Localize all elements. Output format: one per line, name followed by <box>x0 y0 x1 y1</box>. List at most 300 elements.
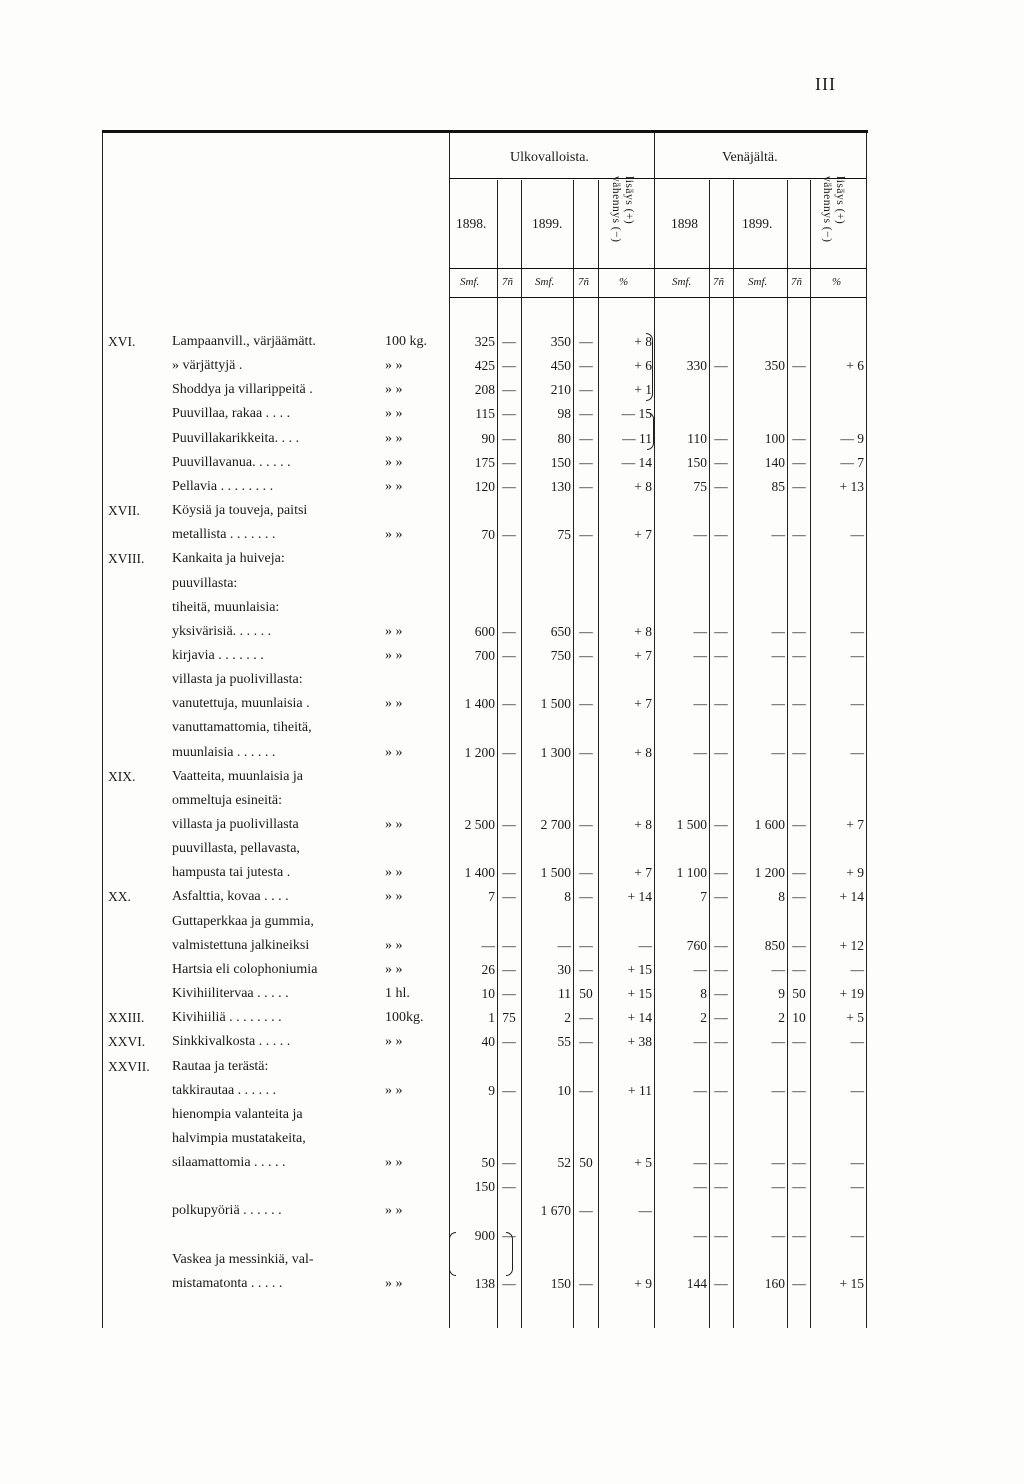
russia-1899-mk: 8 <box>778 889 785 905</box>
foreign-1899-pen: 50 <box>579 986 593 1002</box>
foreign-1899-pen: — <box>579 889 593 905</box>
russia-1899-pen: — <box>792 1155 806 1171</box>
foreign-change-pct: + 5 <box>634 1155 652 1171</box>
foreign-1899-pen: — <box>579 647 593 663</box>
russia-change-pct: + 5 <box>846 1010 864 1026</box>
foreign-change-pct: + 6 <box>634 358 652 374</box>
russia-1899-pen: — <box>792 696 806 712</box>
russia-1898-mk: 75 <box>693 478 707 494</box>
col-rule <box>654 133 655 1328</box>
russia-change-pct: — <box>850 961 864 977</box>
foreign-1899-mk: 75 <box>557 527 571 543</box>
russia-1899-pen: — <box>792 744 806 760</box>
foreign-1898-pen: — <box>502 1275 516 1291</box>
foreign-change-pct: + 11 <box>628 1082 652 1098</box>
foreign-1898-mk: 1 200 <box>464 744 495 760</box>
item-label: kirjavia . . . . . . . <box>172 647 264 663</box>
russia-1899-mk: 1 200 <box>754 865 785 881</box>
russia-1898-pen: — <box>714 527 728 543</box>
foreign-1898-pen: — <box>502 744 516 760</box>
year-1899-russia: 1899. <box>742 216 773 231</box>
foreign-change-pct: + 15 <box>627 986 652 1002</box>
foreign-1898-mk: 1 400 <box>464 696 495 712</box>
foreign-1898-mk: 120 <box>474 478 495 494</box>
foreign-1899-pen: — <box>579 1082 593 1098</box>
item-label: Shoddya ja villarippeitä . <box>172 382 313 398</box>
russia-1899-mk: 350 <box>764 358 785 374</box>
russia-change-pct: + 15 <box>839 1275 864 1291</box>
foreign-change-pct: + 14 <box>627 1010 652 1026</box>
russia-change-pct: — <box>850 647 864 663</box>
foreign-change-pct: + 8 <box>634 334 652 349</box>
section-number: XVIII. <box>108 551 145 567</box>
foreign-1898-pen: — <box>502 478 516 494</box>
foreign-1899-pen: — <box>579 937 593 953</box>
foreign-1899-pen: — <box>579 382 593 398</box>
item-label: Asfalttia, kovaa . . . . <box>172 889 289 905</box>
item-unit: » » <box>385 937 403 953</box>
item-unit: » » <box>385 1275 403 1291</box>
item-label: metallista . . . . . . . <box>172 527 276 543</box>
group-russia-header: Venäjältä. <box>722 150 778 165</box>
russia-1899-mk: — <box>771 744 785 760</box>
foreign-1898-pen: — <box>502 382 516 398</box>
header-rule <box>449 178 867 179</box>
foreign-1898-mk: 175 <box>474 454 495 470</box>
col-rule <box>521 180 522 1328</box>
russia-change-pct: — <box>850 1227 864 1243</box>
col-rule <box>573 180 574 1328</box>
item-label: Guttaperkkaa ja gummia, <box>172 913 314 929</box>
top-rule <box>102 130 868 133</box>
item-unit: » » <box>385 1155 403 1171</box>
item-label: hampusta tai jutesta . <box>172 865 291 881</box>
russia-change-pct: + 13 <box>839 478 864 494</box>
russia-1899-mk: 9 <box>778 986 785 1002</box>
item-label: Rautaa ja terästä: <box>172 1058 269 1074</box>
foreign-1898-mk: 115 <box>475 406 495 422</box>
item-unit: » » <box>385 382 403 398</box>
item-label: Puuvillaa, rakaa . . . . <box>172 406 291 422</box>
russia-1899-mk: — <box>771 1082 785 1098</box>
russia-1898-pen: — <box>714 865 728 881</box>
item-unit: » » <box>385 1203 403 1219</box>
russia-1899-mk: 100 <box>764 430 785 446</box>
foreign-change-pct: + 15 <box>627 961 652 977</box>
foreign-1898-pen: 75 <box>502 1010 516 1026</box>
section-number: XVII. <box>108 503 140 519</box>
foreign-1899-mk: 80 <box>557 430 571 446</box>
russia-1898-pen: — <box>714 817 728 832</box>
foreign-1898-mk: 900 <box>474 1227 495 1243</box>
russia-1899-pen: — <box>792 889 806 905</box>
foreign-change-pct: + 8 <box>634 478 652 494</box>
item-unit: » » <box>385 817 403 832</box>
foreign-1898-mk: 1 400 <box>464 865 495 881</box>
foreign-change-pct: + 8 <box>634 817 652 832</box>
foreign-1898-pen: — <box>502 1155 516 1171</box>
foreign-change-pct: + 7 <box>634 696 652 712</box>
russia-1898-mk: 150 <box>686 454 707 470</box>
col-rule <box>733 180 734 1328</box>
russia-change-pct: + 7 <box>846 817 864 832</box>
russia-change-pct: — <box>850 1034 864 1050</box>
item-label: Kankaita ja huiveja: <box>172 551 285 567</box>
foreign-1898-pen: — <box>502 1082 516 1098</box>
russia-1899-mk: — <box>771 1227 785 1243</box>
russia-1899-pen: — <box>792 623 806 639</box>
russia-change-pct: + 19 <box>839 986 864 1002</box>
item-unit: » » <box>385 406 403 422</box>
right-border <box>866 133 867 1328</box>
foreign-1899-mk: 2 <box>564 1010 571 1026</box>
russia-1899-pen: — <box>792 1034 806 1050</box>
year-1898-foreign: 1898. <box>456 216 487 231</box>
russia-1898-pen: — <box>714 937 728 953</box>
russia-1899-mk: — <box>771 623 785 639</box>
russia-change-pct: + 14 <box>839 889 864 905</box>
foreign-change-pct: + 9 <box>634 1275 652 1291</box>
item-label: vanutettuja, muunlaisia . <box>172 696 310 712</box>
item-label: villasta ja puolivillasta <box>172 817 299 832</box>
foreign-1899-mk: 1 300 <box>540 744 571 760</box>
russia-1898-pen: — <box>714 430 728 446</box>
russia-1898-pen: — <box>714 986 728 1002</box>
russia-1898-pen: — <box>714 358 728 374</box>
item-label: ommeltuja esineitä: <box>172 792 283 808</box>
russia-1899-pen: — <box>792 1179 806 1195</box>
russia-1899-mk: — <box>771 1179 785 1195</box>
russia-1899-pen: — <box>792 1082 806 1098</box>
unit-mk: Smf. <box>535 276 555 288</box>
foreign-1899-mk: 1 500 <box>540 865 571 881</box>
year-1899-foreign: 1899. <box>532 216 563 231</box>
russia-1898-pen: — <box>714 623 728 639</box>
russia-1898-mk: — <box>693 696 707 712</box>
russia-1898-mk: — <box>693 1155 707 1171</box>
foreign-1899-mk: 1 670 <box>540 1203 571 1219</box>
foreign-1898-mk: 2 500 <box>464 817 495 832</box>
foreign-1898-pen: — <box>502 696 516 712</box>
foreign-1899-pen: — <box>579 358 593 374</box>
foreign-1899-mk: 450 <box>550 358 571 374</box>
item-label: yksivärisiä. . . . . . <box>172 623 272 639</box>
russia-1898-mk: 2 <box>700 1010 707 1026</box>
item-unit: » » <box>385 647 403 663</box>
item-unit: » » <box>385 527 403 543</box>
foreign-1899-pen: — <box>579 334 593 349</box>
russia-1899-mk: — <box>771 647 785 663</box>
col-rule <box>810 180 811 1328</box>
russia-change-pct: — <box>850 1155 864 1171</box>
foreign-1898-pen: — <box>502 865 516 881</box>
foreign-1898-pen: — <box>502 334 516 349</box>
foreign-1898-pen: — <box>502 1179 516 1195</box>
item-label: Kivihiilitervaa . . . . . <box>172 986 289 1002</box>
russia-1898-mk: — <box>693 623 707 639</box>
russia-1899-pen: 50 <box>792 986 806 1002</box>
col-rule <box>787 180 788 1328</box>
foreign-1899-mk: 1 500 <box>540 696 571 712</box>
russia-1898-pen: — <box>714 454 728 470</box>
russia-1898-pen: — <box>714 1275 728 1291</box>
item-label: Sinkkivalkosta . . . . . <box>172 1034 291 1050</box>
foreign-1898-mk: 1 <box>488 1010 495 1026</box>
russia-change-pct: + 6 <box>846 358 864 374</box>
russia-change-pct: + 9 <box>846 865 864 881</box>
russia-1898-pen: — <box>714 478 728 494</box>
foreign-change-pct: — 14 <box>621 454 652 470</box>
item-label: hienompia valanteita ja <box>172 1106 303 1122</box>
foreign-change-pct: — <box>638 1203 652 1219</box>
foreign-1898-mk: 9 <box>488 1082 495 1098</box>
foreign-1898-pen: — <box>502 817 516 832</box>
foreign-change-pct: + 7 <box>634 647 652 663</box>
item-label: halvimpia mustatakeita, <box>172 1130 306 1146</box>
item-label: vanuttamattomia, tiheitä, <box>172 720 312 736</box>
page-number: III <box>815 74 836 94</box>
unit-mk: Smf. <box>748 276 768 288</box>
russia-1899-pen: — <box>792 647 806 663</box>
russia-1898-pen: — <box>714 647 728 663</box>
russia-1898-pen: — <box>714 1227 728 1243</box>
foreign-1899-mk: 150 <box>550 1275 571 1291</box>
foreign-change-pct: + 8 <box>634 623 652 639</box>
russia-change-pct: — 7 <box>840 454 864 470</box>
item-label: Puuvillavanua. . . . . . <box>172 454 291 470</box>
item-unit: » » <box>385 478 403 494</box>
russia-1899-pen: — <box>792 937 806 953</box>
foreign-1899-mk: 10 <box>557 1082 571 1098</box>
russia-1898-mk: — <box>693 1082 707 1098</box>
russia-1898-mk: 8 <box>700 986 707 1002</box>
foreign-1899-mk: 55 <box>557 1034 571 1050</box>
foreign-change-pct: — <box>638 937 652 953</box>
item-label: villasta ja puolivillasta: <box>172 672 303 688</box>
russia-1899-pen: — <box>792 1227 806 1243</box>
unit-pen: 7ñ <box>713 276 724 288</box>
foreign-1899-mk: 350 <box>550 334 571 349</box>
section-number: XVI. <box>108 334 136 349</box>
item-unit: » » <box>385 889 403 905</box>
russia-1898-mk: — <box>693 527 707 543</box>
russia-1899-mk: — <box>771 696 785 712</box>
foreign-1899-mk: 98 <box>557 406 571 422</box>
item-unit: » » <box>385 454 403 470</box>
col-rule <box>598 180 599 1328</box>
item-unit: » » <box>385 358 403 374</box>
foreign-1898-pen: — <box>502 1227 516 1243</box>
section-number: XIX. <box>108 768 136 784</box>
russia-change-pct: — <box>850 1082 864 1098</box>
foreign-1898-mk: 10 <box>481 986 495 1002</box>
russia-1898-pen: — <box>714 1082 728 1098</box>
item-label: valmistettuna jalkineiksi <box>172 937 310 953</box>
foreign-1899-mk: 52 <box>557 1155 571 1171</box>
foreign-change-pct: — 15 <box>621 406 652 422</box>
russia-1899-pen: — <box>792 865 806 881</box>
item-unit: » » <box>385 430 403 446</box>
russia-1898-mk: 760 <box>686 937 707 953</box>
foreign-1898-mk: 208 <box>474 382 495 398</box>
russia-1899-pen: — <box>792 478 806 494</box>
foreign-1898-mk: 600 <box>474 623 495 639</box>
russia-1898-pen: — <box>714 1179 728 1195</box>
russia-change-pct: — 9 <box>840 430 864 446</box>
foreign-1899-mk: 210 <box>550 382 571 398</box>
russia-1898-mk: — <box>693 1227 707 1243</box>
foreign-1899-pen: — <box>579 527 593 543</box>
russia-1899-pen: — <box>792 527 806 543</box>
foreign-1899-pen: — <box>579 696 593 712</box>
item-unit: » » <box>385 961 403 977</box>
header-rule <box>449 297 867 298</box>
section-number: XXVI. <box>108 1034 146 1050</box>
item-label: takkirautaa . . . . . . <box>172 1082 277 1098</box>
foreign-1898-mk: 7 <box>488 889 495 905</box>
russia-1898-pen: — <box>714 961 728 977</box>
item-unit: » » <box>385 696 403 712</box>
foreign-1898-pen: — <box>502 358 516 374</box>
foreign-1898-pen: — <box>502 937 516 953</box>
foreign-1899-pen: — <box>579 430 593 446</box>
russia-1898-mk: — <box>693 1034 707 1050</box>
item-label: polkupyöriä . . . . . . <box>172 1203 282 1219</box>
russia-1898-pen: — <box>714 744 728 760</box>
item-unit: » » <box>385 1082 403 1098</box>
russia-1898-mk: — <box>693 744 707 760</box>
russia-1898-mk: 1 500 <box>676 817 707 832</box>
section-number: XXIII. <box>108 1010 145 1026</box>
foreign-1899-pen: — <box>579 478 593 494</box>
item-label: muunlaisia . . . . . . <box>172 744 276 760</box>
col-rule <box>497 180 498 1328</box>
item-label: » värjättyjä . <box>172 358 243 374</box>
foreign-1899-pen: — <box>579 817 593 832</box>
year-1898-russia: 1898 <box>671 216 698 231</box>
foreign-change-pct: + 38 <box>627 1034 652 1050</box>
russia-1898-mk: — <box>693 961 707 977</box>
russia-1899-mk: 160 <box>764 1275 785 1291</box>
item-unit: » » <box>385 623 403 639</box>
russia-1898-mk: 330 <box>686 358 707 374</box>
russia-1899-mk: 850 <box>764 937 785 953</box>
foreign-1898-pen: — <box>502 889 516 905</box>
foreign-1898-pen: — <box>502 986 516 1002</box>
foreign-1898-pen: — <box>502 454 516 470</box>
foreign-1899-mk: 650 <box>550 623 571 639</box>
foreign-change-pct: + 7 <box>634 865 652 881</box>
russia-1898-pen: — <box>714 696 728 712</box>
item-label: tiheitä, muunlaisia: <box>172 599 280 615</box>
foreign-1898-mk: 325 <box>474 334 495 349</box>
foreign-1898-pen: — <box>502 647 516 663</box>
russia-1898-pen: — <box>714 1034 728 1050</box>
unit-mk: Smf. <box>672 276 692 288</box>
foreign-1899-mk: — <box>557 937 571 953</box>
russia-1899-pen: — <box>792 961 806 977</box>
col-rule <box>709 180 710 1328</box>
russia-1899-pen: — <box>792 817 806 832</box>
foreign-1899-mk: 2 700 <box>540 817 571 832</box>
unit-pen: 7ñ <box>578 276 589 288</box>
item-label: silaamattomia . . . . . <box>172 1155 286 1171</box>
item-label: puuvillasta: <box>172 575 238 591</box>
foreign-1898-pen: — <box>502 623 516 639</box>
foreign-1899-pen: 50 <box>579 1155 593 1171</box>
russia-1899-mk: 1 600 <box>754 817 785 832</box>
foreign-1898-mk: 26 <box>481 961 495 977</box>
item-label: Hartsia eli colophoniumia <box>172 961 318 977</box>
item-unit: » » <box>385 865 403 881</box>
foreign-1899-pen: — <box>579 1275 593 1291</box>
russia-1898-mk: 1 100 <box>676 865 707 881</box>
foreign-1899-pen: — <box>579 454 593 470</box>
foreign-change-pct: — 11 <box>622 430 652 446</box>
foreign-1899-mk: 11 <box>558 986 571 1002</box>
unit-pct: % <box>619 276 629 288</box>
russia-1899-mk: 2 <box>778 1010 785 1026</box>
russia-change-pct: — <box>850 1179 864 1195</box>
foreign-1898-pen: — <box>502 527 516 543</box>
foreign-1899-pen: — <box>579 1010 593 1026</box>
item-unit: 100kg. <box>385 1010 424 1026</box>
foreign-1899-pen: — <box>579 744 593 760</box>
russia-change-pct: — <box>850 527 864 543</box>
russia-1899-pen: 10 <box>792 1010 806 1026</box>
foreign-1899-pen: — <box>579 1034 593 1050</box>
foreign-1898-mk: 425 <box>474 358 495 374</box>
foreign-1899-pen: — <box>579 1203 593 1219</box>
russia-1898-mk: 7 <box>700 889 707 905</box>
russia-1899-pen: — <box>792 454 806 470</box>
russia-change-pct: — <box>850 623 864 639</box>
russia-1899-mk: 85 <box>771 478 785 494</box>
foreign-1899-pen: — <box>579 961 593 977</box>
left-border <box>102 133 103 1328</box>
russia-change-pct: — <box>850 696 864 712</box>
russia-1898-mk: — <box>693 647 707 663</box>
section-number: XXVII. <box>108 1058 150 1074</box>
foreign-1899-mk: 130 <box>550 478 571 494</box>
russia-1898-mk: — <box>693 1179 707 1195</box>
foreign-1899-pen: — <box>579 406 593 422</box>
russia-1899-mk: 140 <box>764 454 785 470</box>
russia-change-pct: — <box>850 744 864 760</box>
foreign-change-pct: + 1 <box>634 382 652 398</box>
foreign-1899-mk: 750 <box>550 647 571 663</box>
russia-1899-pen: — <box>792 1275 806 1291</box>
unit-pen: 7ñ <box>791 276 802 288</box>
foreign-1898-mk: 90 <box>481 430 495 446</box>
change-header-russia: lisäys (+) vähennys (−) <box>821 176 846 243</box>
unit-pct: % <box>832 276 842 288</box>
foreign-1899-pen: — <box>579 623 593 639</box>
item-label: Puuvillakarikkeita. . . . <box>172 430 300 446</box>
item-label: puuvillasta, pellavasta, <box>172 841 300 857</box>
item-label: Vaatteita, muunlaisia ja <box>172 768 304 784</box>
russia-1899-mk: — <box>771 527 785 543</box>
russia-1899-mk: — <box>771 961 785 977</box>
foreign-1898-pen: — <box>502 430 516 446</box>
item-unit: 1 hl. <box>385 986 410 1002</box>
foreign-1899-mk: 150 <box>550 454 571 470</box>
item-label: Lampaanvill., värjäämätt. <box>172 334 316 349</box>
item-label: Kivihiiliä . . . . . . . . <box>172 1010 282 1026</box>
russia-change-pct: + 12 <box>839 937 864 953</box>
unit-pen: 7ñ <box>502 276 513 288</box>
foreign-1898-mk: 40 <box>481 1034 495 1050</box>
